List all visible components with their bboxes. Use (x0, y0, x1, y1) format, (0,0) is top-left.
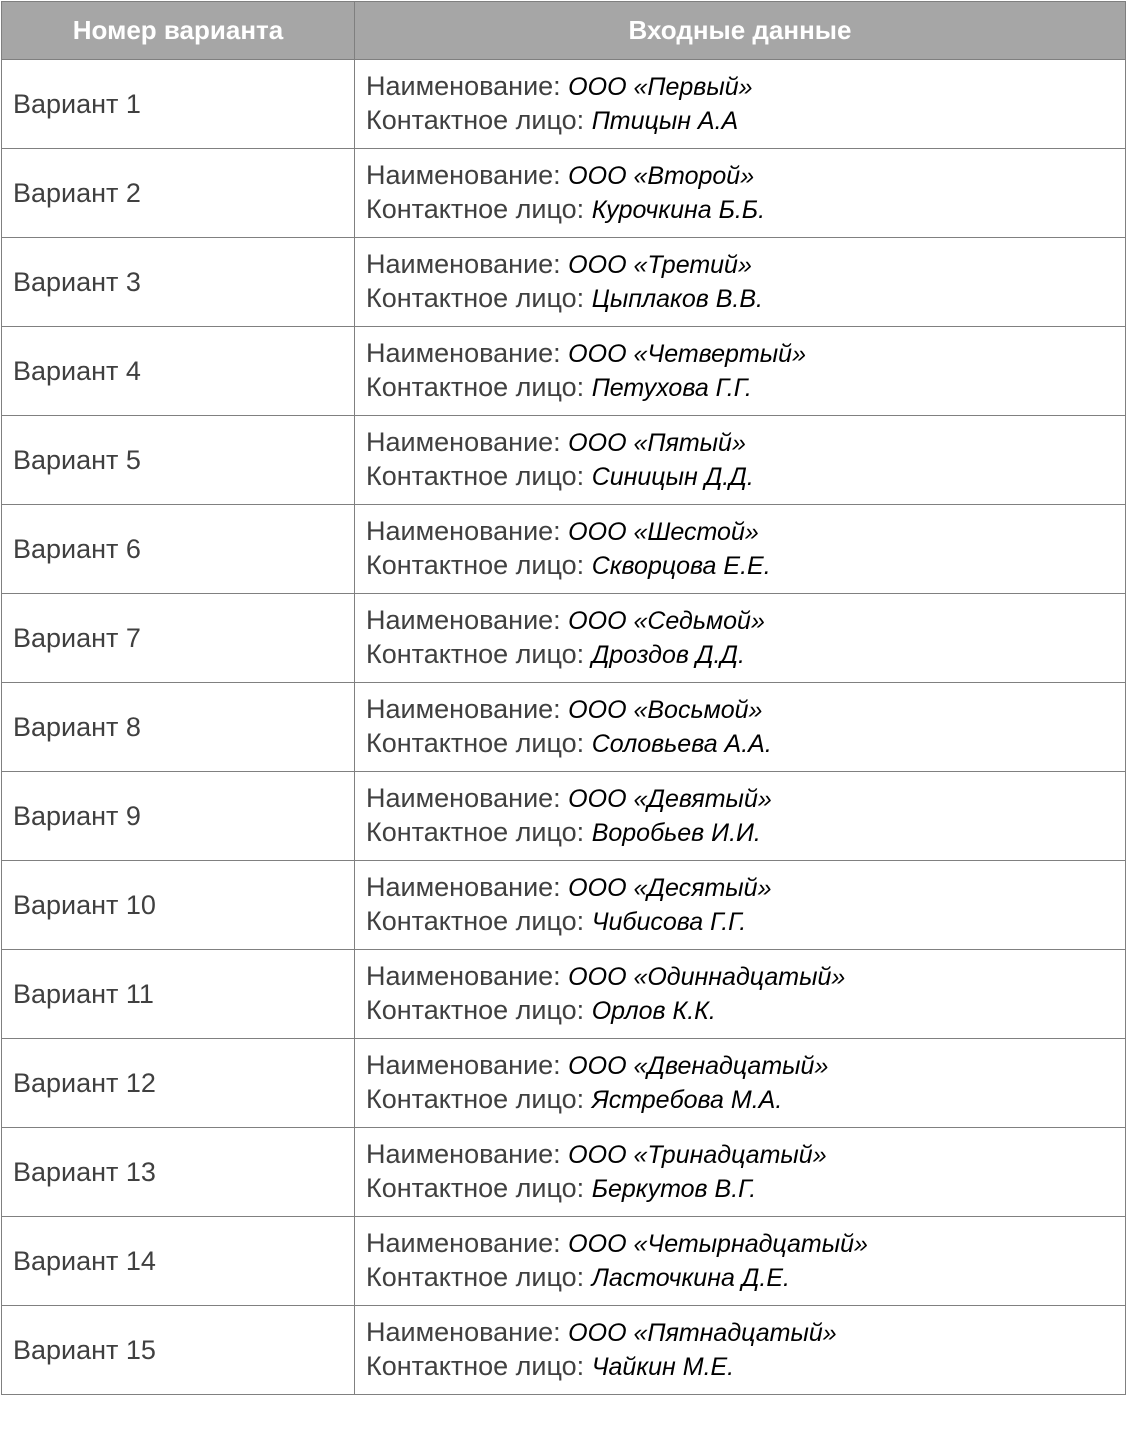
variant-label: Вариант 3 (13, 266, 141, 297)
name-label: Наименование: (366, 872, 569, 902)
table-row (2, 505, 1126, 594)
variant-cell (2, 861, 355, 950)
input-data-cell (355, 238, 1126, 327)
input-data-cell (355, 1128, 1126, 1217)
table-row (2, 416, 1126, 505)
contact-line (366, 905, 1125, 939)
table-row (2, 683, 1126, 772)
name-line (366, 248, 1125, 282)
contact-person: Цыплаков В.В. (591, 285, 763, 313)
variant-cell (2, 505, 355, 594)
variant-label: Вариант 15 (13, 1334, 156, 1365)
company-name: ООО «Тринадцатый» (568, 1141, 827, 1169)
contact-person: Воробьев И.И. (591, 819, 761, 847)
contact-label: Контактное лицо: (366, 728, 592, 758)
contact-person: Ястребова М.А. (591, 1086, 783, 1114)
contact-line (366, 816, 1125, 850)
input-data-cell (355, 60, 1126, 149)
contact-line (366, 638, 1125, 672)
name-label: Наименование: (366, 694, 569, 724)
variant-label: Вариант 4 (13, 355, 141, 386)
name-line (366, 604, 1125, 638)
variant-label: Вариант 7 (13, 622, 141, 653)
contact-person: Курочкина Б.Б. (591, 196, 766, 224)
table-row (2, 594, 1126, 683)
contact-line (366, 1350, 1125, 1384)
name-label: Наименование: (366, 605, 569, 635)
contact-person: Чайкин М.Е. (591, 1353, 735, 1381)
company-name: ООО «Одиннадцатый» (568, 963, 846, 991)
table-row (2, 1128, 1126, 1217)
name-label: Наименование: (366, 249, 569, 279)
input-data-cell (355, 149, 1126, 238)
contact-person: Соловьева А.А. (591, 730, 772, 758)
contact-line (366, 371, 1125, 405)
name-label: Наименование: (366, 427, 569, 457)
variant-label: Вариант 14 (13, 1245, 156, 1276)
contact-label: Контактное лицо: (366, 105, 592, 135)
variant-label: Вариант 6 (13, 533, 141, 564)
name-line (366, 426, 1125, 460)
input-data-cell (355, 772, 1126, 861)
name-label: Наименование: (366, 71, 569, 101)
header-input-data: Входные данные (355, 2, 1126, 60)
variant-cell (2, 683, 355, 772)
contact-line (366, 1261, 1125, 1295)
contact-person: Чибисова Г.Г. (591, 908, 747, 936)
contact-label: Контактное лицо: (366, 283, 592, 313)
input-data-cell (355, 1306, 1126, 1395)
company-name: ООО «Первый» (568, 73, 753, 101)
table-body (2, 60, 1126, 1395)
header-variant-number: Номер варианта (2, 2, 355, 60)
table-row (2, 238, 1126, 327)
variant-cell (2, 1217, 355, 1306)
contact-label: Контактное лицо: (366, 1262, 592, 1292)
name-line (366, 1227, 1125, 1261)
contact-label: Контактное лицо: (366, 995, 592, 1025)
contact-label: Контактное лицо: (366, 639, 592, 669)
variant-cell (2, 1128, 355, 1217)
variant-cell (2, 149, 355, 238)
variant-label: Вариант 8 (13, 711, 141, 742)
name-label: Наименование: (366, 1050, 569, 1080)
input-data-cell (355, 505, 1126, 594)
contact-label: Контактное лицо: (366, 817, 592, 847)
contact-line (366, 549, 1125, 583)
contact-line (366, 994, 1125, 1028)
company-name: ООО «Второй» (568, 162, 755, 190)
contact-person: Орлов К.К. (591, 997, 716, 1025)
contact-line (366, 727, 1125, 761)
contact-label: Контактное лицо: (366, 550, 592, 580)
company-name: ООО «Седьмой» (568, 607, 765, 635)
company-name: ООО «Четвертый» (568, 340, 806, 368)
name-label: Наименование: (366, 961, 569, 991)
variant-cell (2, 772, 355, 861)
input-data-cell (355, 416, 1126, 505)
contact-label: Контактное лицо: (366, 194, 592, 224)
company-name: ООО «Четырнадцатый» (568, 1230, 868, 1258)
contact-person: Беркутов В.Г. (591, 1175, 757, 1203)
input-data-cell (355, 950, 1126, 1039)
name-label: Наименование: (366, 1317, 569, 1347)
variant-cell (2, 238, 355, 327)
variant-cell (2, 594, 355, 683)
contact-person: Птицын А.А (591, 107, 739, 135)
name-label: Наименование: (366, 338, 569, 368)
company-name: ООО «Пятнадцатый» (568, 1319, 837, 1347)
contact-person: Ласточкина Д.Е. (591, 1264, 790, 1292)
name-line (366, 70, 1125, 104)
variant-cell (2, 60, 355, 149)
contact-person: Синицын Д.Д. (591, 463, 754, 491)
company-name: ООО «Пятый» (568, 429, 746, 457)
company-name: ООО «Третий» (568, 251, 752, 279)
table-row (2, 149, 1126, 238)
variant-label: Вариант 2 (13, 177, 141, 208)
contact-person: Петухова Г.Г. (591, 374, 752, 402)
name-line (366, 871, 1125, 905)
contact-label: Контактное лицо: (366, 1173, 592, 1203)
contact-person: Скворцова Е.Е. (591, 552, 771, 580)
contact-line (366, 1083, 1125, 1117)
contact-label: Контактное лицо: (366, 906, 592, 936)
variant-label: Вариант 11 (13, 978, 154, 1009)
name-line (366, 693, 1125, 727)
input-data-cell (355, 1039, 1126, 1128)
name-line (366, 337, 1125, 371)
name-label: Наименование: (366, 160, 569, 190)
contact-line (366, 282, 1125, 316)
variant-cell (2, 1039, 355, 1128)
input-data-cell (355, 861, 1126, 950)
variants-table (1, 1, 1126, 1395)
table-row (2, 60, 1126, 149)
contact-line (366, 1172, 1125, 1206)
contact-line (366, 104, 1125, 138)
table-row (2, 950, 1126, 1039)
name-line (366, 782, 1125, 816)
table-row (2, 861, 1126, 950)
variant-label: Вариант 12 (13, 1067, 156, 1098)
company-name: ООО «Девятый» (568, 785, 772, 813)
variant-cell (2, 1306, 355, 1395)
name-line (366, 159, 1125, 193)
company-name: ООО «Восьмой» (568, 696, 763, 724)
name-line (366, 1138, 1125, 1172)
variant-cell (2, 950, 355, 1039)
contact-person: Дроздов Д.Д. (591, 641, 745, 669)
header-row (2, 2, 1126, 60)
variant-cell (2, 327, 355, 416)
variant-label: Вариант 9 (13, 800, 141, 831)
table-row (2, 327, 1126, 416)
name-line (366, 1316, 1125, 1350)
name-label: Наименование: (366, 1139, 569, 1169)
contact-label: Контактное лицо: (366, 1351, 592, 1381)
variant-label: Вариант 5 (13, 444, 141, 475)
input-data-cell (355, 1217, 1126, 1306)
table-row (2, 772, 1126, 861)
input-data-cell (355, 683, 1126, 772)
variant-label: Вариант 1 (13, 88, 141, 119)
company-name: ООО «Шестой» (568, 518, 759, 546)
name-line (366, 515, 1125, 549)
name-label: Наименование: (366, 1228, 569, 1258)
contact-label: Контактное лицо: (366, 461, 592, 491)
input-data-cell (355, 594, 1126, 683)
variant-cell (2, 416, 355, 505)
contact-label: Контактное лицо: (366, 372, 592, 402)
company-name: ООО «Десятый» (568, 874, 772, 902)
company-name: ООО «Двенадцатый» (568, 1052, 829, 1080)
variant-label: Вариант 10 (13, 889, 156, 920)
table-row (2, 1217, 1126, 1306)
name-label: Наименование: (366, 783, 569, 813)
input-data-cell (355, 327, 1126, 416)
table-row (2, 1039, 1126, 1128)
name-line (366, 1049, 1125, 1083)
variant-label: Вариант 13 (13, 1156, 156, 1187)
contact-line (366, 193, 1125, 227)
name-line (366, 960, 1125, 994)
contact-line (366, 460, 1125, 494)
contact-label: Контактное лицо: (366, 1084, 592, 1114)
name-label: Наименование: (366, 516, 569, 546)
table-row (2, 1306, 1126, 1395)
